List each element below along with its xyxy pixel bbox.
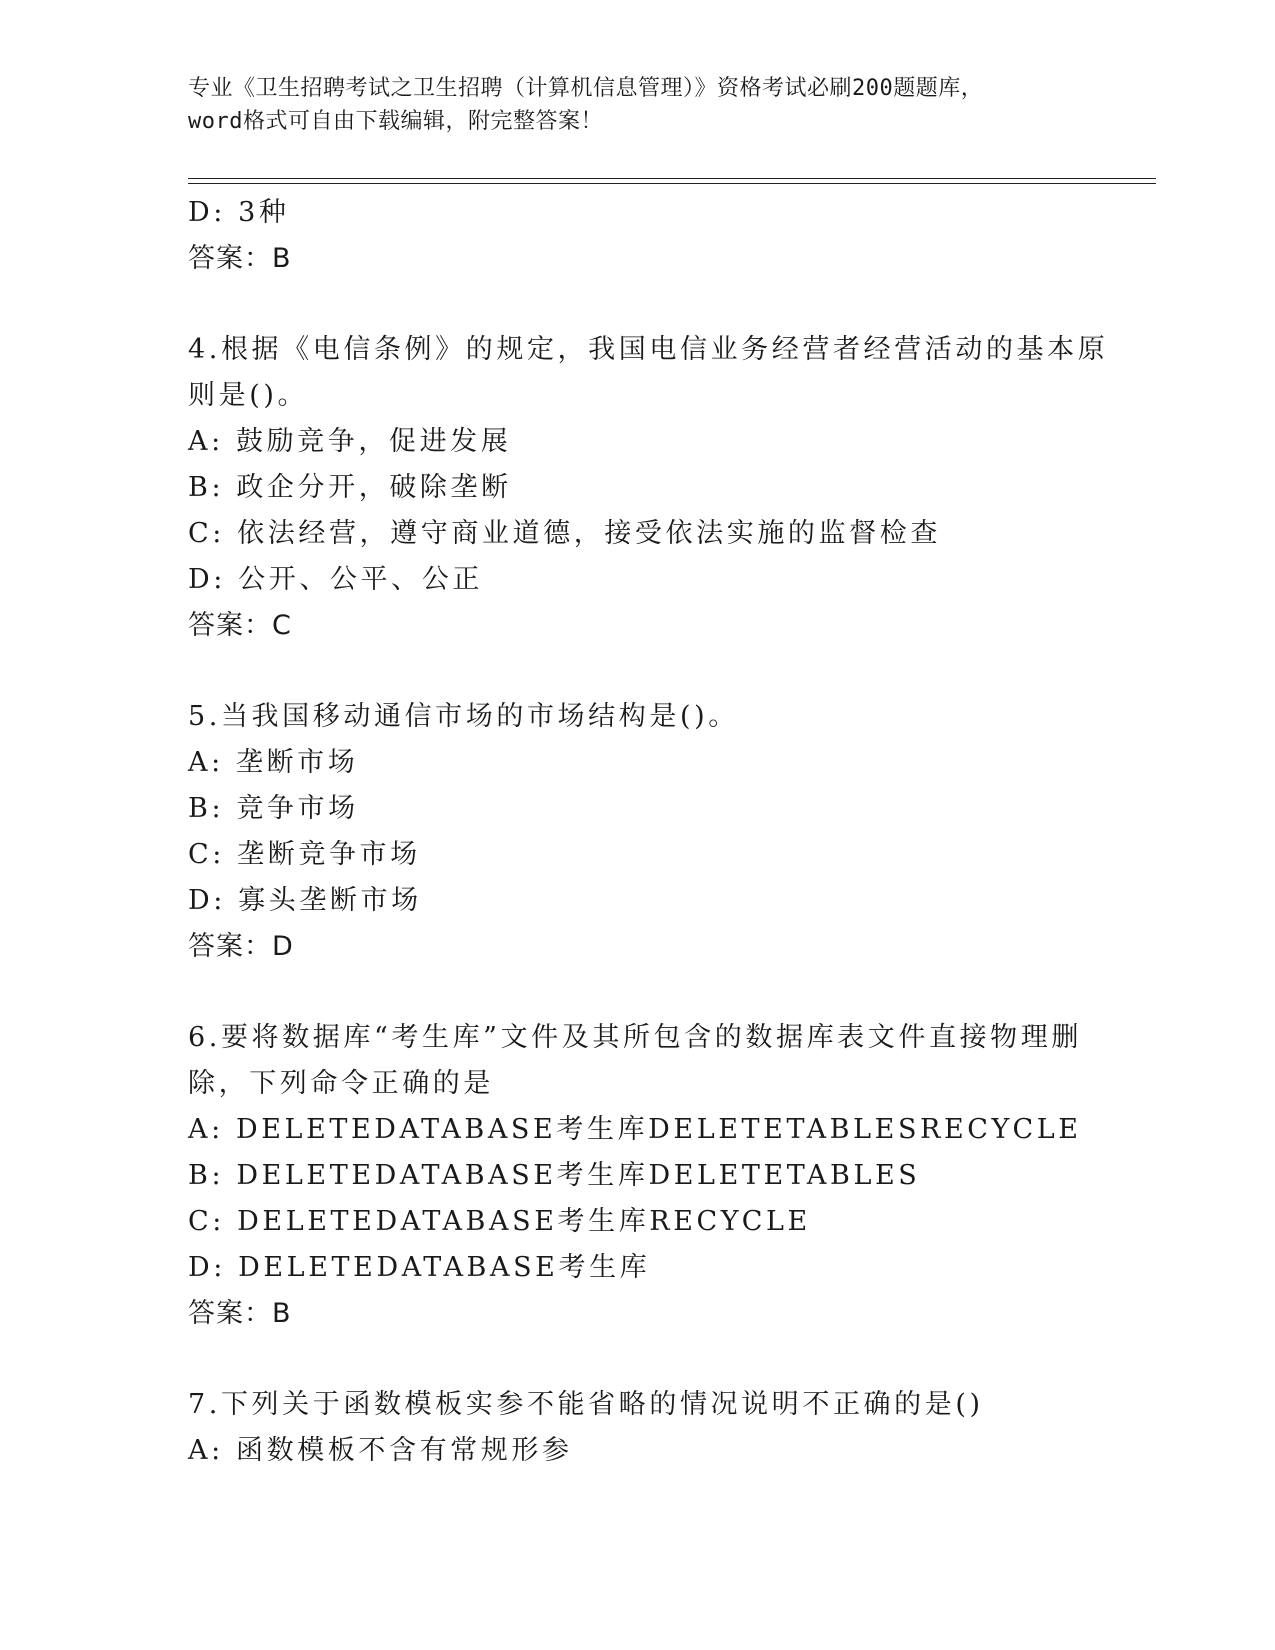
option-line: B: DELETEDATABASE考生库DELETETABLES (188, 1160, 921, 1191)
option-line: D: 公开、公平、公正 (188, 564, 483, 595)
answer-line: 答案：D (188, 931, 294, 962)
question-text: 则是()。 (188, 380, 309, 411)
question-block (188, 694, 1088, 970)
option-line: D: 寡头垄断市场 (188, 885, 422, 916)
question-block (188, 327, 1109, 649)
answer-line: 答案：B (188, 243, 292, 274)
answer-line: 答案：B (188, 1298, 292, 1329)
header-line-1: 专业《卫生招聘考试之卫生招聘（计算机信息管理）》资格考试必刷200题题库， (188, 76, 984, 101)
option-line: B: 政企分开，破除垄断 (188, 472, 512, 503)
question-block (188, 1015, 1088, 1337)
question-text: 5.当我国移动通信市场的市场结构是()。 (188, 701, 739, 732)
document-header (188, 72, 1088, 138)
option-line: D: DELETEDATABASE考生库 (188, 1252, 651, 1283)
option-line: A: 函数模板不含有常规形参 (188, 1435, 573, 1466)
option-line: A: 垄断市场 (188, 747, 359, 778)
option-line: D: 3种 (188, 197, 290, 228)
option-line: A: 鼓励竞争，促进发展 (188, 426, 512, 457)
question-text: 7.下列关于函数模板实参不能省略的情况说明不正确的是() (188, 1389, 984, 1420)
option-line: C: 依法经营，遵守商业道德，接受依法实施的监督检查 (188, 518, 941, 549)
question-block (188, 1382, 1088, 1474)
option-line: A: DELETEDATABASE考生库DELETETABLESRECYCLE (188, 1114, 1082, 1145)
question-block (188, 190, 1088, 282)
header-divider-bottom (188, 183, 1156, 184)
question-text: 4.根据《电信条例》的规定，我国电信业务经营者经营活动的基本原 (188, 334, 1109, 365)
header-line-2: word格式可自由下载编辑，附完整答案！ (188, 109, 603, 134)
option-line: B: 竞争市场 (188, 793, 359, 824)
answer-line: 答案：C (188, 610, 292, 641)
question-text: 除，下列命令正确的是 (188, 1068, 494, 1099)
option-line: C: DELETEDATABASE考生库RECYCLE (188, 1206, 811, 1237)
question-content (188, 190, 1109, 1474)
header-divider-top (188, 178, 1156, 179)
question-text: 6.要将数据库“考生库”文件及其所包含的数据库表文件直接物理删 (188, 1022, 1082, 1053)
option-line: C: 垄断竞争市场 (188, 839, 421, 870)
